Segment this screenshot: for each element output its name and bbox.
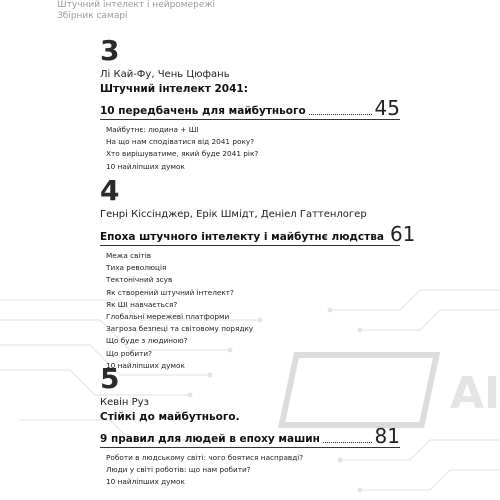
page-number: 45 xyxy=(374,96,400,120)
chapter-number: 3 xyxy=(100,34,120,67)
section-item[interactable]: Що буде з людиною? xyxy=(106,336,188,346)
section-item[interactable]: Роботи в людському світі: чого боятися насправді? xyxy=(106,453,304,462)
title-underline xyxy=(100,245,400,246)
page-number: 61 xyxy=(389,222,416,246)
svg-text:AI: AI xyxy=(450,368,500,419)
section-list xyxy=(100,452,400,489)
chapter-title[interactable] xyxy=(100,410,400,446)
section-item[interactable]: Хто вирішуватиме, який буде 2041 рік? xyxy=(106,149,259,159)
section-item[interactable]: 10 найліпших думок xyxy=(106,161,185,171)
leader-dots xyxy=(323,441,372,443)
chapter-title[interactable] xyxy=(100,82,400,118)
page-number: 81 xyxy=(374,424,400,448)
chapter-title-line-1: Епоха штучного інтелекту і майбутнє людства xyxy=(100,231,384,243)
chapter-title-line-2: 9 правил для людей в епоху машин xyxy=(100,433,320,445)
section-list xyxy=(100,250,400,372)
section-list xyxy=(100,124,400,173)
title-underline xyxy=(100,119,400,120)
header-subtitle: Збірник самарі xyxy=(57,11,128,21)
section-item[interactable]: Тектонічний зсув xyxy=(106,275,173,285)
chapter-title-line-1: Штучний інтелект 2041: xyxy=(100,83,248,95)
section-item[interactable]: Що робити? xyxy=(106,348,152,358)
chapter-5 xyxy=(100,364,400,489)
chapter-title-line-2: 10 передбачень для майбутнього xyxy=(100,105,306,117)
section-item[interactable]: Як створений штучний інтелект? xyxy=(106,287,234,297)
section-item[interactable]: Глобальні мережеві платформи xyxy=(106,312,230,322)
header-title: Штучний інтелект і нейромережі xyxy=(57,0,215,10)
chapter-3 xyxy=(100,36,400,173)
section-item[interactable]: Межа світів xyxy=(106,251,152,260)
leader-dots xyxy=(309,113,372,115)
section-item[interactable]: Тиха революція xyxy=(106,263,167,273)
section-item[interactable]: Загроза безпеці та світовому порядку xyxy=(106,324,254,334)
chapter-title[interactable] xyxy=(100,222,416,246)
chapter-authors: Лі Кай-Фу, Чень Цюфань xyxy=(100,69,230,80)
running-header xyxy=(57,0,215,22)
title-underline xyxy=(100,447,400,448)
section-item[interactable]: Майбутнє: людина + ШІ xyxy=(106,125,199,134)
chapter-number: 5 xyxy=(100,362,120,395)
section-item[interactable]: 10 найліпших думок xyxy=(106,360,185,370)
chapter-4 xyxy=(100,174,416,372)
chapter-title-line-1: Стійкі до майбутнього. xyxy=(100,411,240,423)
section-item[interactable]: Як ШІ навчається? xyxy=(106,299,178,309)
section-item[interactable]: 10 найліпших думок xyxy=(106,477,185,487)
section-item[interactable]: Люди у світі роботів: що нам робити? xyxy=(106,465,251,475)
section-item[interactable]: На що нам сподіватися від 2041 року? xyxy=(106,137,255,147)
chapter-authors: Генрі Кіссінджер, Ерік Шмідт, Деніел Гаттенлогер xyxy=(100,209,367,220)
chapter-authors: Кевін Руз xyxy=(100,397,149,408)
chapter-number: 4 xyxy=(100,174,120,207)
